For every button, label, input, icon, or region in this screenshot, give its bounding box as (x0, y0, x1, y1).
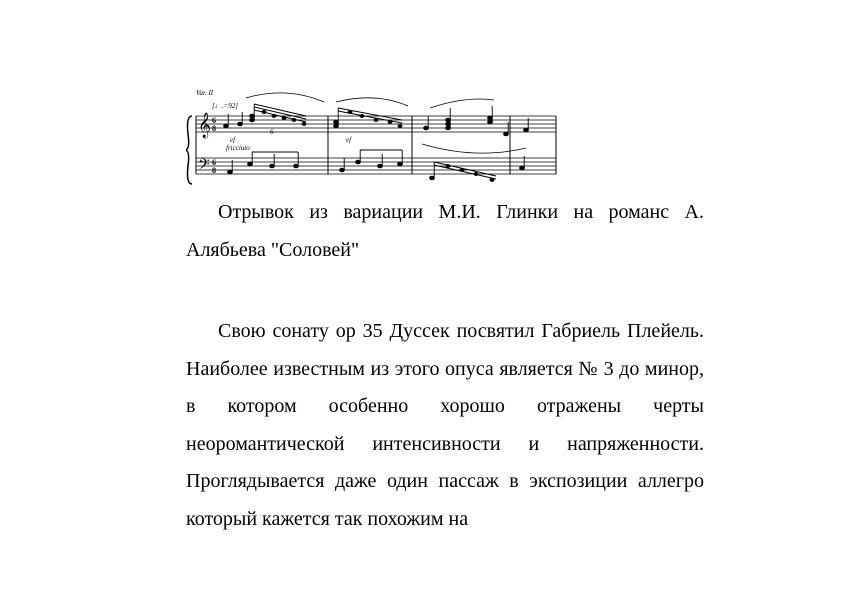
music-score-excerpt (186, 86, 562, 188)
svg-text:6: 6 (212, 158, 216, 167)
svg-text:6: 6 (212, 116, 216, 125)
music-score-image (186, 86, 562, 188)
dynamics-mark-1: ef (230, 136, 236, 144)
svg-text:8: 8 (212, 166, 216, 175)
tempo-mark: [♩.=92] (212, 102, 238, 110)
expression-mark: fricciuto (226, 144, 250, 152)
caption-text: Отрывок из вариации М.И. Глинки на романс А. Алябьева "Соловей" (186, 201, 704, 261)
svg-text:8: 8 (212, 124, 216, 133)
slurs (246, 93, 526, 153)
system-brace (186, 116, 192, 184)
dynamics-mark-2: ef (346, 136, 352, 144)
bass-clef: 𝄢 (198, 156, 210, 177)
time-signature (212, 116, 216, 175)
body-paragraph (186, 313, 704, 538)
paragraph-text: Свою сонату ор 35 Дуссек посвятил Габриель Плейель. Наиболее известным из этого опуса является № 3 до минор, в котором особенно хорошо отражены черты неоромантической интенсивности и напряженности. Проглядывается даже один пассаж в экспозиции аллегро который кажется так похожим на (186, 320, 704, 530)
var-label: Var. II (196, 89, 214, 97)
treble-clef: 𝄞 (198, 113, 212, 138)
figure-caption (186, 194, 704, 269)
fingering-mark: 6 (270, 128, 274, 136)
